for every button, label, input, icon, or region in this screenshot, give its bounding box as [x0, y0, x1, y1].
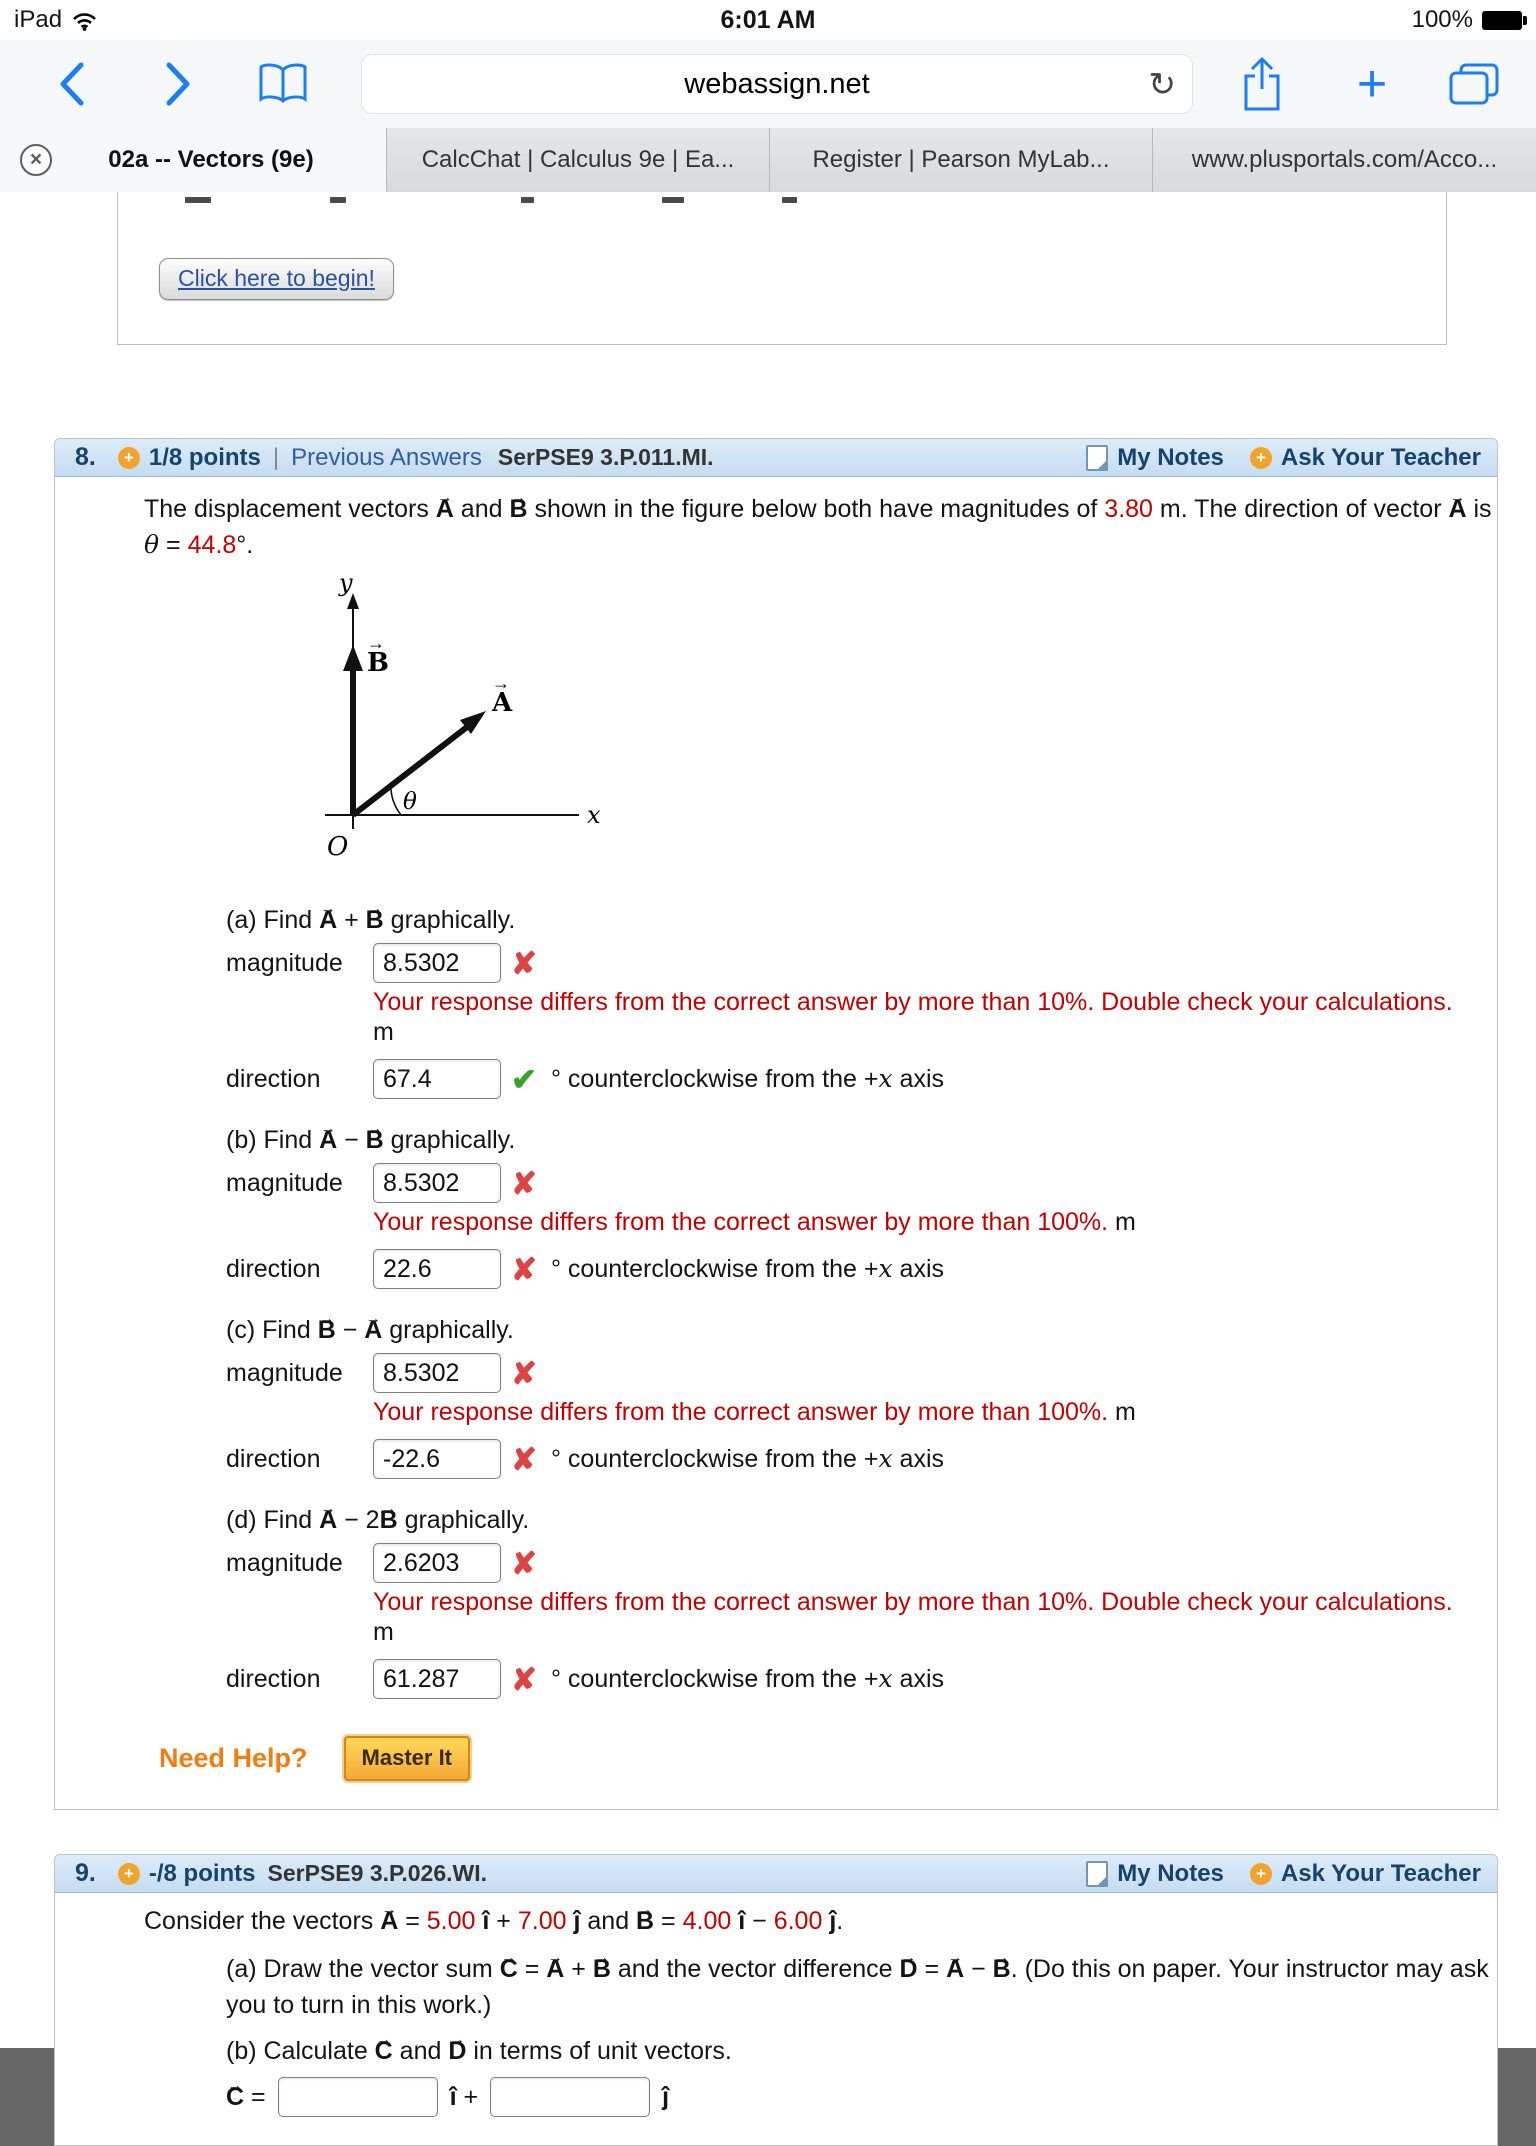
status-bar: [0, 0, 1536, 40]
magnitude-input[interactable]: [373, 1353, 501, 1393]
problem-statement: Consider the vectors → A = 5.00 î + 7.00 ĵ and → B = 4.00 î − 6.00 ĵ.: [144, 1903, 1504, 1939]
points-label: 1/8 points: [148, 443, 261, 471]
origin-label: O: [327, 832, 349, 862]
q8-part-b: [226, 1123, 1477, 1289]
incorrect-icon: ✘: [511, 1251, 537, 1287]
part-heading: (b) Find → A − → B graphically.: [226, 1123, 1477, 1157]
tab-active-vectors[interactable]: [0, 128, 386, 192]
clipped-text-remnant: [330, 197, 346, 203]
magnitude-row: [226, 1543, 1477, 1583]
direction-label: direction: [226, 1444, 321, 1473]
previous-answers-link[interactable]: Previous Answers: [291, 443, 482, 471]
need-help-label: Need Help?: [159, 1742, 308, 1773]
q8-part-c: [226, 1313, 1477, 1479]
direction-row: [226, 1249, 1477, 1289]
direction-label: direction: [226, 1064, 321, 1093]
vector-b-arrow-mark: →: [367, 633, 385, 653]
my-notes-link[interactable]: My Notes: [1117, 1859, 1224, 1887]
question-number: 9.: [75, 1859, 96, 1887]
ask-your-teacher-link[interactable]: Ask Your Teacher: [1280, 443, 1481, 471]
need-help-row: [159, 1735, 1497, 1781]
magnitude-label: magnitude: [226, 948, 343, 977]
direction-unit-text: ° counterclockwise from the +x axis: [550, 1064, 944, 1093]
close-tab-icon[interactable]: ×: [20, 144, 52, 176]
q9-vector-c-answer-row: [226, 2077, 1497, 2117]
theta-arc: [391, 785, 401, 815]
webassign-page: [0, 192, 1536, 2111]
battery-icon: [1482, 11, 1522, 30]
vector-a-arrow-mark: →: [492, 673, 510, 693]
incorrect-icon: ✘: [511, 1441, 537, 1477]
vector-b-label: B: [367, 648, 389, 678]
incorrect-icon: ✘: [511, 1661, 537, 1697]
direction-input[interactable]: [373, 1249, 501, 1289]
notes-icon[interactable]: [1086, 445, 1108, 471]
direction-row: [226, 1659, 1477, 1699]
direction-label: direction: [226, 1664, 321, 1693]
expand-icon[interactable]: +: [118, 447, 140, 469]
magnitude-row: [226, 1353, 1477, 1393]
vector-a-label: A: [492, 688, 513, 718]
grading-feedback: Your response differs from the correct answer by more than 10%. Double check your calculations. m: [373, 988, 1453, 1046]
vector-c-i-component-input[interactable]: [278, 2077, 438, 2117]
part-heading: (a) Find → A + → B graphically.: [226, 903, 1477, 937]
reload-icon[interactable]: ↻: [1148, 65, 1176, 103]
click-here-to-begin-button[interactable]: Click here to begin!: [159, 258, 394, 300]
magnitude-input[interactable]: [373, 943, 501, 983]
magnitude-input[interactable]: [373, 1163, 501, 1203]
question-9-box: [54, 1854, 1498, 2146]
grading-feedback: Your response differs from the correct answer by more than 100%. m: [373, 1398, 1136, 1426]
forward-button[interactable]: [156, 40, 200, 128]
vector-b-arrowhead: [343, 645, 363, 671]
tab-pearson[interactable]: [769, 128, 1152, 192]
clipped-text-remnant: [782, 197, 797, 203]
question-code: SerPSE9 3.P.026.WI.: [267, 1860, 488, 1886]
question-8-body: [55, 491, 1497, 1809]
tab-plusportals[interactable]: [1152, 128, 1536, 192]
browser-toolbar: [0, 40, 1536, 128]
question-8-header: [55, 439, 1497, 477]
ask-your-teacher-link[interactable]: Ask Your Teacher: [1280, 1859, 1481, 1887]
q8-part-d: [226, 1503, 1477, 1699]
battery-percent: 100%: [1411, 6, 1473, 33]
ask-teacher-icon[interactable]: +: [1250, 1863, 1272, 1885]
bookmarks-icon[interactable]: [255, 40, 311, 128]
direction-label: direction: [226, 1254, 321, 1283]
direction-row: [226, 1439, 1477, 1479]
direction-unit-text: ° counterclockwise from the +x axis: [550, 1664, 944, 1693]
grading-feedback: Your response differs from the correct answer by more than 10%. Double check your calculations. m: [373, 1588, 1453, 1646]
expand-icon[interactable]: +: [118, 1863, 140, 1885]
magnitude-input[interactable]: [373, 1543, 501, 1583]
question-8-box: [54, 438, 1498, 1810]
clipped-text-remnant: [662, 197, 684, 203]
tabs-overview-icon[interactable]: [1444, 40, 1504, 128]
part-heading: (d) Find → A − 2→ B graphically.: [226, 1503, 1477, 1537]
magnitude-row: [226, 943, 1477, 983]
j-hat: ĵ: [662, 2083, 670, 2111]
clipped-text-remnant: [521, 197, 534, 203]
tab-calcchat[interactable]: [386, 128, 769, 192]
assignment-instructions-box: [117, 192, 1447, 345]
master-it-button[interactable]: Master It: [344, 1736, 470, 1781]
magnitude-label: magnitude: [226, 1168, 343, 1197]
problem-statement: The displacement vectors → A and → B shown in the figure below both have magnitudes of 3.80 m. The direction of vector → A is θ = 44.8°.: [144, 491, 1504, 563]
tab-label: CalcChat | Calculus 9e | Ea...: [421, 146, 735, 173]
incorrect-icon: ✘: [511, 1165, 537, 1201]
question-code: SerPSE9 3.P.011.MI.: [497, 444, 714, 470]
clock: 6:01 AM: [720, 5, 816, 34]
incorrect-icon: ✘: [511, 1355, 537, 1391]
direction-row: [226, 1059, 1477, 1099]
separator: |: [272, 443, 280, 471]
address-bar[interactable]: [362, 55, 1192, 113]
part-heading: (c) Find → B − → A graphically.: [226, 1313, 1477, 1347]
direction-input[interactable]: [373, 1059, 501, 1099]
tab-label: Register | Pearson MyLab...: [812, 146, 1110, 173]
tab-label: www.plusportals.com/Acco...: [1191, 146, 1498, 173]
wifi-icon: [71, 10, 98, 31]
vector-c-j-component-input[interactable]: [490, 2077, 650, 2117]
magnitude-label: magnitude: [226, 1548, 343, 1577]
tab-bar: [0, 128, 1536, 192]
direction-unit-text: ° counterclockwise from the +x axis: [550, 1254, 944, 1283]
y-axis-label: y: [339, 569, 353, 597]
ask-teacher-icon[interactable]: +: [1250, 447, 1272, 469]
new-tab-button[interactable]: +: [1356, 55, 1388, 113]
direction-unit-text: ° counterclockwise from the +x axis: [550, 1444, 944, 1473]
magnitude-label: magnitude: [226, 1358, 343, 1387]
question-9-body: [55, 1903, 1497, 2145]
tab-label: 02a -- Vectors (9e): [108, 146, 314, 173]
vector-diagram: [281, 569, 611, 879]
share-icon[interactable]: [1236, 40, 1288, 128]
points-label: -/8 points: [148, 1859, 256, 1887]
url-text: webassign.net: [684, 67, 870, 100]
direction-input[interactable]: [373, 1439, 501, 1479]
incorrect-icon: ✘: [511, 945, 537, 981]
clipped-text-remnant: [185, 197, 211, 203]
theta-label: θ: [403, 789, 417, 815]
back-button[interactable]: [50, 40, 94, 128]
incorrect-icon: ✘: [511, 1545, 537, 1581]
q9-part-a-text: (a) Draw the vector sum → C = → A + → B and the vector difference → D = → A − → B. (Do this on paper. Your instructor may ask you to turn in this work.): [226, 1951, 1496, 2023]
q8-part-a: [226, 903, 1477, 1099]
my-notes-link[interactable]: My Notes: [1117, 443, 1224, 471]
vector-c-lead: → C =: [226, 2079, 266, 2115]
x-axis-label: x: [587, 801, 601, 829]
correct-icon: ✔: [511, 1061, 537, 1097]
notes-icon[interactable]: [1086, 1861, 1108, 1887]
question-9-header: [55, 1855, 1497, 1893]
q9-part-b-text: (b) Calculate → C and → D in terms of unit vectors.: [226, 2033, 1496, 2069]
i-hat-plus: î +: [449, 2083, 479, 2111]
carrier-label: iPad: [14, 6, 63, 33]
direction-input[interactable]: [373, 1659, 501, 1699]
magnitude-row: [226, 1163, 1477, 1203]
question-number: 8.: [75, 443, 96, 471]
grading-feedback: Your response differs from the correct answer by more than 100%. m: [373, 1208, 1136, 1236]
